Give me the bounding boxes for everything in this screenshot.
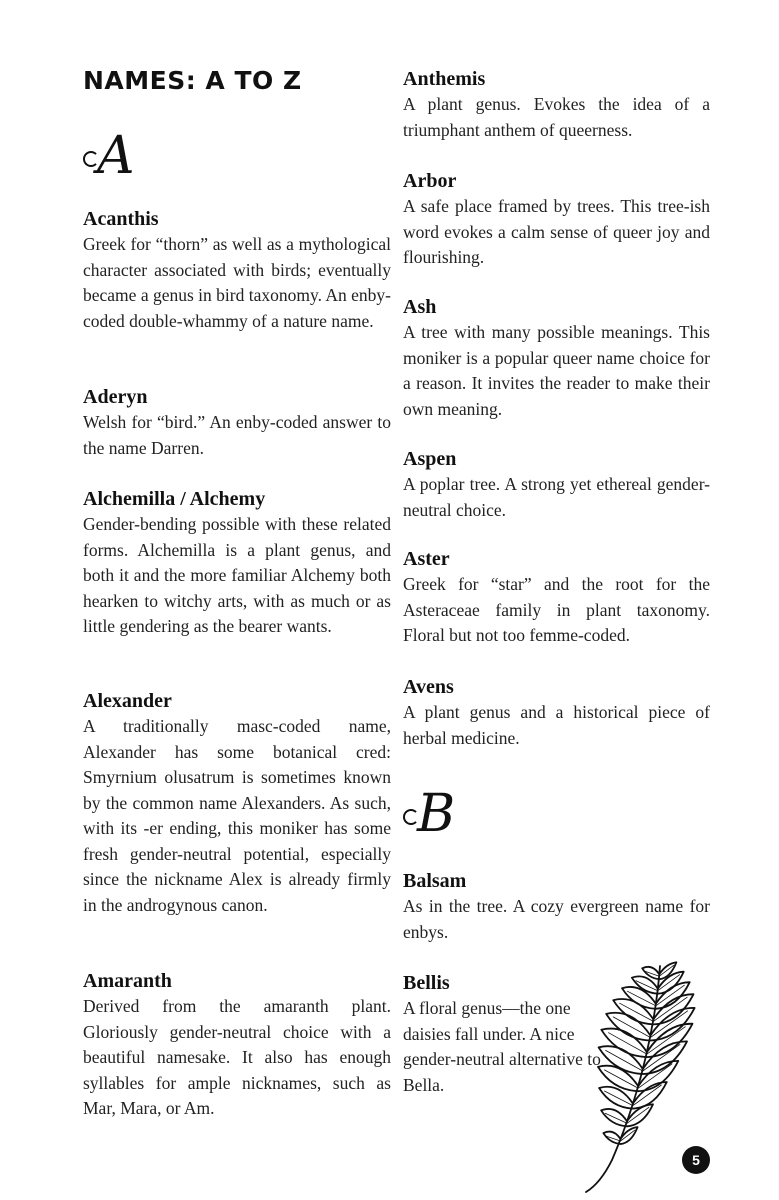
entry-description: A plant genus and a historical piece of herbal medicine. — [403, 702, 710, 748]
entry-description: A safe place framed by trees. This tree-ish word evokes a calm sense of queer joy and flourishing. — [403, 196, 710, 267]
name-entry-amaranth — [83, 968, 391, 1122]
name-entry-aspen — [403, 446, 710, 523]
entry-description: As in the tree. A cozy evergreen name for enbys. — [403, 896, 710, 942]
entry-description: A poplar tree. A strong yet ethereal gender-neutral choice. — [403, 474, 710, 520]
entry-name: Amaranth — [83, 970, 172, 992]
section-title: NAMES: A TO Z — [83, 66, 302, 95]
entry-name: Avens — [403, 676, 454, 698]
name-entry-aderyn — [83, 384, 391, 461]
name-entry-anthemis — [403, 66, 710, 143]
entry-name: Alchemilla / Alchemy — [83, 488, 266, 510]
entry-name: Aspen — [403, 448, 457, 470]
entry-name: Alexander — [83, 690, 172, 712]
name-entry-alexander — [83, 688, 391, 918]
entry-description: Welsh for “bird.” An enby-coded answer to the name Darren. — [83, 412, 391, 458]
entry-description: A traditionally masc-coded name, Alexander has some botanical cred: Smyrnium olusatrum is sometimes known by the common name Alexanders. As such, with its -er ending, this moniker has some fresh gender-neutral potential, especially since the nickname Alex is already firmly in the androgynous canon. — [83, 716, 391, 915]
entry-description: Greek for “star” and the root for the Asteraceae family in plant taxonomy. Floral but not too femme-coded. — [403, 574, 710, 645]
page-number: 5 — [682, 1146, 710, 1174]
letter-heading-a: A — [83, 130, 135, 182]
name-entry-acanthis — [83, 206, 391, 334]
entry-description: Derived from the amaranth plant. Gloriously gender-neutral choice with a beautiful namesake. It also has enough syllables for ample nicknames, such as Mar, Mara, or Am. — [83, 996, 391, 1118]
entry-description: A plant genus. Evokes the idea of a triumphant anthem of queerness. — [403, 94, 710, 140]
entry-name: Balsam — [403, 870, 467, 892]
entry-name: Acanthis — [83, 208, 159, 230]
entry-description: Gender-bending possible with these related forms. Alchemilla is a plant genus, and both it and the more familiar Alchemy both hearken to witchy arts, with as much or as little gendering as the bearer wants. — [83, 514, 391, 636]
name-entry-alchemilla — [83, 486, 391, 640]
entry-name: Bellis — [403, 972, 450, 994]
entry-name: Aderyn — [83, 386, 148, 408]
fern-leaflet — [622, 987, 656, 1009]
name-entry-avens — [403, 674, 710, 751]
name-entry-arbor — [403, 168, 710, 271]
entry-description: A floral genus—the one daisies fall under. A nice gender-neutral alternative to Bella. — [403, 998, 601, 1095]
entry-description: A tree with many possible meanings. This moniker is a popular queer name choice for a reason. It invites the reader to make their own meaning. — [403, 322, 710, 419]
entry-name: Ash — [403, 296, 437, 318]
letter-heading-b: B — [403, 788, 455, 840]
name-entry-balsam — [403, 868, 710, 945]
fern-leaflet — [621, 1127, 638, 1144]
entry-name: Anthemis — [403, 68, 486, 90]
name-entry-aster — [403, 546, 710, 649]
entry-name: Arbor — [403, 170, 457, 192]
entry-description: Greek for “thorn” as well as a mythological character associated with birds; eventually became a genus in bird taxonomy. An enby-coded double-whammy of a nature name. — [83, 234, 391, 331]
entry-name: Aster — [403, 548, 450, 570]
name-entry-ash — [403, 294, 710, 422]
